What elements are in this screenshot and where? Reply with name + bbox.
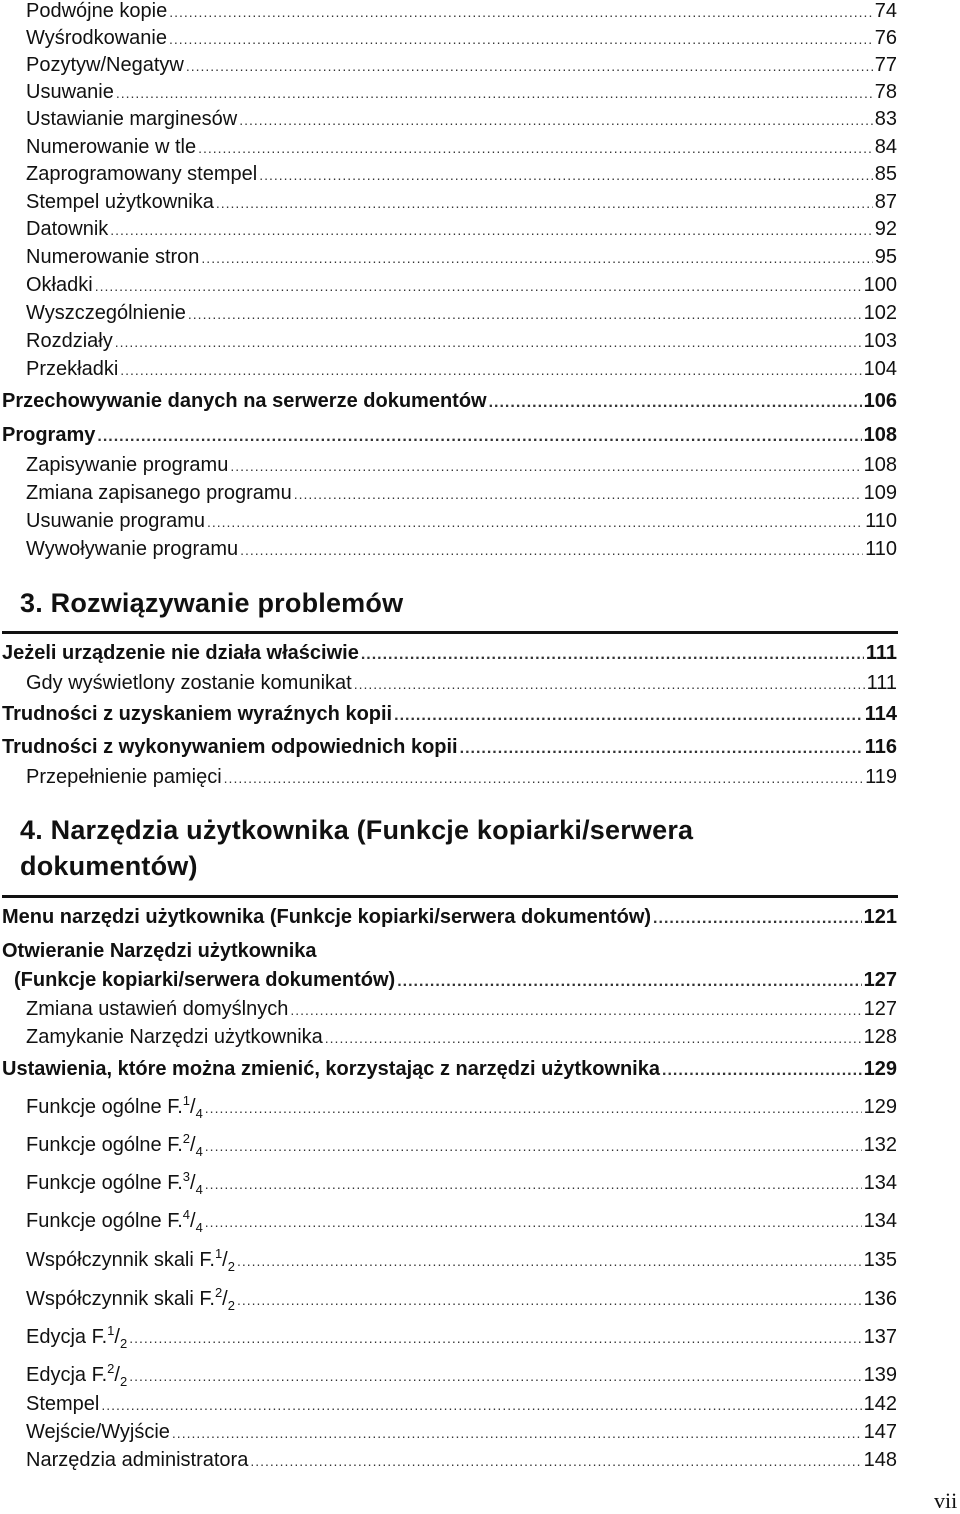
toc-entry[interactable]: Wejście/Wyjście ..... 147 bbox=[26, 1421, 897, 1449]
toc-section[interactable]: Jeżeli urządzenie nie działa właściwie ..... 111 bbox=[2, 642, 897, 670]
toc-entry[interactable]: Ustawianie marginesów ..... 83 bbox=[26, 108, 897, 136]
toc-entry[interactable]: Usuwanie ..... 78 bbox=[26, 81, 897, 109]
toc-entry[interactable]: Okładki ..... 100 bbox=[26, 274, 897, 302]
toc-entry[interactable]: Zmiana zapisanego programu ..... 109 bbox=[26, 482, 897, 510]
toc-section[interactable]: Ustawienia, które można zmienić, korzystając z narzędzi użytkownika ..... 129 bbox=[2, 1058, 897, 1086]
chapter-4-title-cont: dokumentów) bbox=[20, 851, 198, 881]
toc-entry[interactable]: Zaprogramowany stempel ..... 85 bbox=[26, 163, 897, 191]
toc-entry[interactable]: Wyszczególnienie ..... 102 bbox=[26, 302, 897, 330]
toc-section[interactable]: (Funkcje kopiarki/serwera dokumentów) ..... 127 bbox=[14, 969, 897, 997]
toc-entry[interactable]: Stempel użytkownika ..... 87 bbox=[26, 191, 897, 219]
toc-section[interactable]: Przechowywanie danych na serwerze dokumentów ..... 106 bbox=[2, 390, 897, 418]
toc-entry[interactable]: Edycja $F.^1/_2$ ..... 137 bbox=[26, 1323, 897, 1351]
toc-entry[interactable]: Przepełnienie pamięci ..... 119 bbox=[26, 766, 897, 794]
toc-entry[interactable]: Funkcje ogólne $F.^1/_4$ ..... 129 bbox=[26, 1093, 897, 1121]
page-number: vii bbox=[934, 1488, 958, 1513]
toc-entry[interactable]: Numerowanie stron ..... 95 bbox=[26, 246, 897, 274]
toc-entry[interactable]: Funkcje ogólne $F.^3/_4$ ..... 134 bbox=[26, 1169, 897, 1197]
chapter-3-title: 3. Rozwiązywanie problemów bbox=[20, 588, 404, 618]
toc-entry[interactable]: Gdy wyświetlony zostanie komunikat ..... 111 bbox=[26, 672, 897, 700]
toc-section[interactable]: Programy ..... 108 bbox=[2, 424, 897, 452]
toc-entry[interactable]: Współczynnik skali $F.^2/_2$ ..... 136 bbox=[26, 1285, 897, 1313]
toc-entry[interactable]: Narzędzia administratora ..... 148 bbox=[26, 1449, 897, 1477]
toc-entry[interactable]: Rozdziały ..... 103 bbox=[26, 330, 897, 358]
toc-entry[interactable]: Stempel ..... 142 bbox=[26, 1393, 897, 1421]
toc-section-line1: Otwieranie Narzędzi użytkownika bbox=[2, 940, 317, 962]
toc-entry[interactable]: Pozytyw/Negatyw ..... 77 bbox=[26, 54, 897, 82]
toc-entry[interactable]: Edycja $F.^2/_2$ ..... 139 bbox=[26, 1361, 897, 1389]
toc-section[interactable]: Trudności z uzyskaniem wyraźnych kopii ..... 114 bbox=[2, 703, 897, 731]
toc-entry[interactable]: Funkcje ogólne $F.^2/_4$ ..... 132 bbox=[26, 1131, 897, 1159]
toc-entry[interactable]: Numerowanie w tle ..... 84 bbox=[26, 136, 897, 164]
chapter-4-title: 4. Narzędzia użytkownika (Funkcje kopiarki/serwera bbox=[20, 815, 694, 845]
toc-section[interactable]: Menu narzędzi użytkownika (Funkcje kopiarki/serwera dokumentów) ..... 121 bbox=[2, 906, 897, 934]
toc-entry[interactable]: Funkcje ogólne $F.^4/_4$ ..... 134 bbox=[26, 1207, 897, 1235]
toc-entry[interactable]: Współczynnik skali $F.^1/_2$ ..... 135 bbox=[26, 1246, 897, 1274]
toc-section[interactable]: Trudności z wykonywaniem odpowiednich kopii ..... 116 bbox=[2, 736, 897, 764]
chapter-3-rule bbox=[2, 631, 898, 634]
toc-entry[interactable]: Podwójne kopie ..... 74 bbox=[26, 0, 897, 28]
toc-entry[interactable]: Zamykanie Narzędzi użytkownika ..... 128 bbox=[26, 1026, 897, 1054]
chapter-4-rule bbox=[2, 895, 898, 898]
toc-entry[interactable]: Datownik ..... 92 bbox=[26, 218, 897, 246]
toc-entry[interactable]: Zapisywanie programu ..... 108 bbox=[26, 454, 897, 482]
toc-entry[interactable]: Zmiana ustawień domyślnych ..... 127 bbox=[26, 998, 897, 1026]
toc-entry[interactable]: Usuwanie programu ..... 110 bbox=[26, 510, 897, 538]
toc-entry[interactable]: Wyśrodkowanie ..... 76 bbox=[26, 27, 897, 55]
toc-entry[interactable]: Wywoływanie programu ..... 110 bbox=[26, 538, 897, 566]
toc-entry[interactable]: Przekładki ..... 104 bbox=[26, 358, 897, 386]
